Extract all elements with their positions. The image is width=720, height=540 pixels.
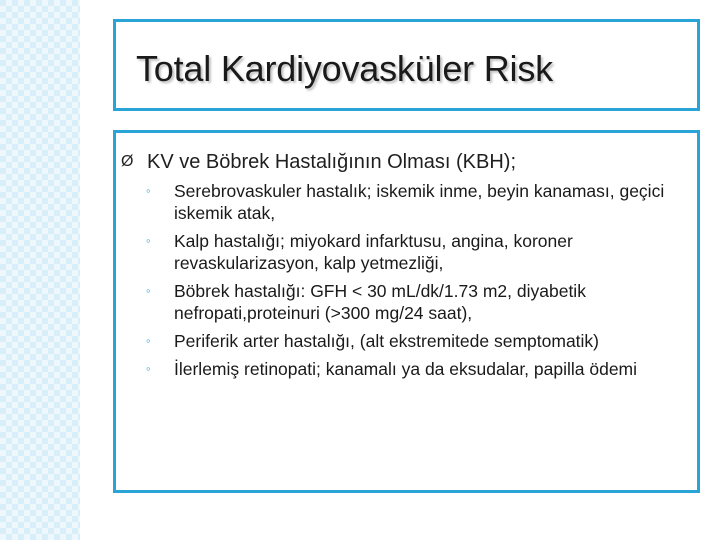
sub-bullet-item xyxy=(146,358,691,380)
sub-bullet-text: Böbrek hastalığı: GFH < 30 mL/dk/1.73 m2, diyabetik nefropati,proteinuri (>300 mg/24 saat), xyxy=(174,281,586,323)
circle-bullet-icon: ◦ xyxy=(146,233,151,248)
sub-bullet-item xyxy=(146,230,691,274)
sub-bullet-text: Periferik arter hastalığı, (alt ekstremitede semptomatik) xyxy=(174,331,600,351)
sub-bullet-text: Kalp hastalığı; miyokard infarktusu, angina, koroner revaskularizasyon, kalp yetmezliği, xyxy=(174,231,573,273)
sub-bullet-item xyxy=(146,280,691,324)
circle-bullet-icon: ◦ xyxy=(146,283,151,298)
sub-bullet-text: İlerlemiş retinopati; kanamalı ya da eksudalar, papilla ödemi xyxy=(174,359,638,379)
title-frame xyxy=(113,19,700,111)
content-frame xyxy=(113,130,700,493)
sub-bullet-list xyxy=(146,180,691,386)
circle-bullet-icon: ◦ xyxy=(146,333,151,348)
main-bullet xyxy=(121,150,516,174)
circle-bullet-icon: ◦ xyxy=(146,183,151,198)
slide-title: Total Kardiyovasküler Risk xyxy=(136,48,553,89)
decorative-side-band xyxy=(0,0,80,540)
main-bullet-text: KV ve Böbrek Hastalığının Olması (KBH); xyxy=(147,151,517,173)
sub-bullet-item xyxy=(146,330,691,352)
circle-bullet-icon: ◦ xyxy=(146,361,151,376)
sub-bullet-item xyxy=(146,180,691,224)
sub-bullet-text: Serebrovaskuler hastalık; iskemik inme, beyin kanaması, geçici iskemik atak, xyxy=(174,181,665,223)
arrow-bullet-icon: Ø xyxy=(121,153,134,170)
